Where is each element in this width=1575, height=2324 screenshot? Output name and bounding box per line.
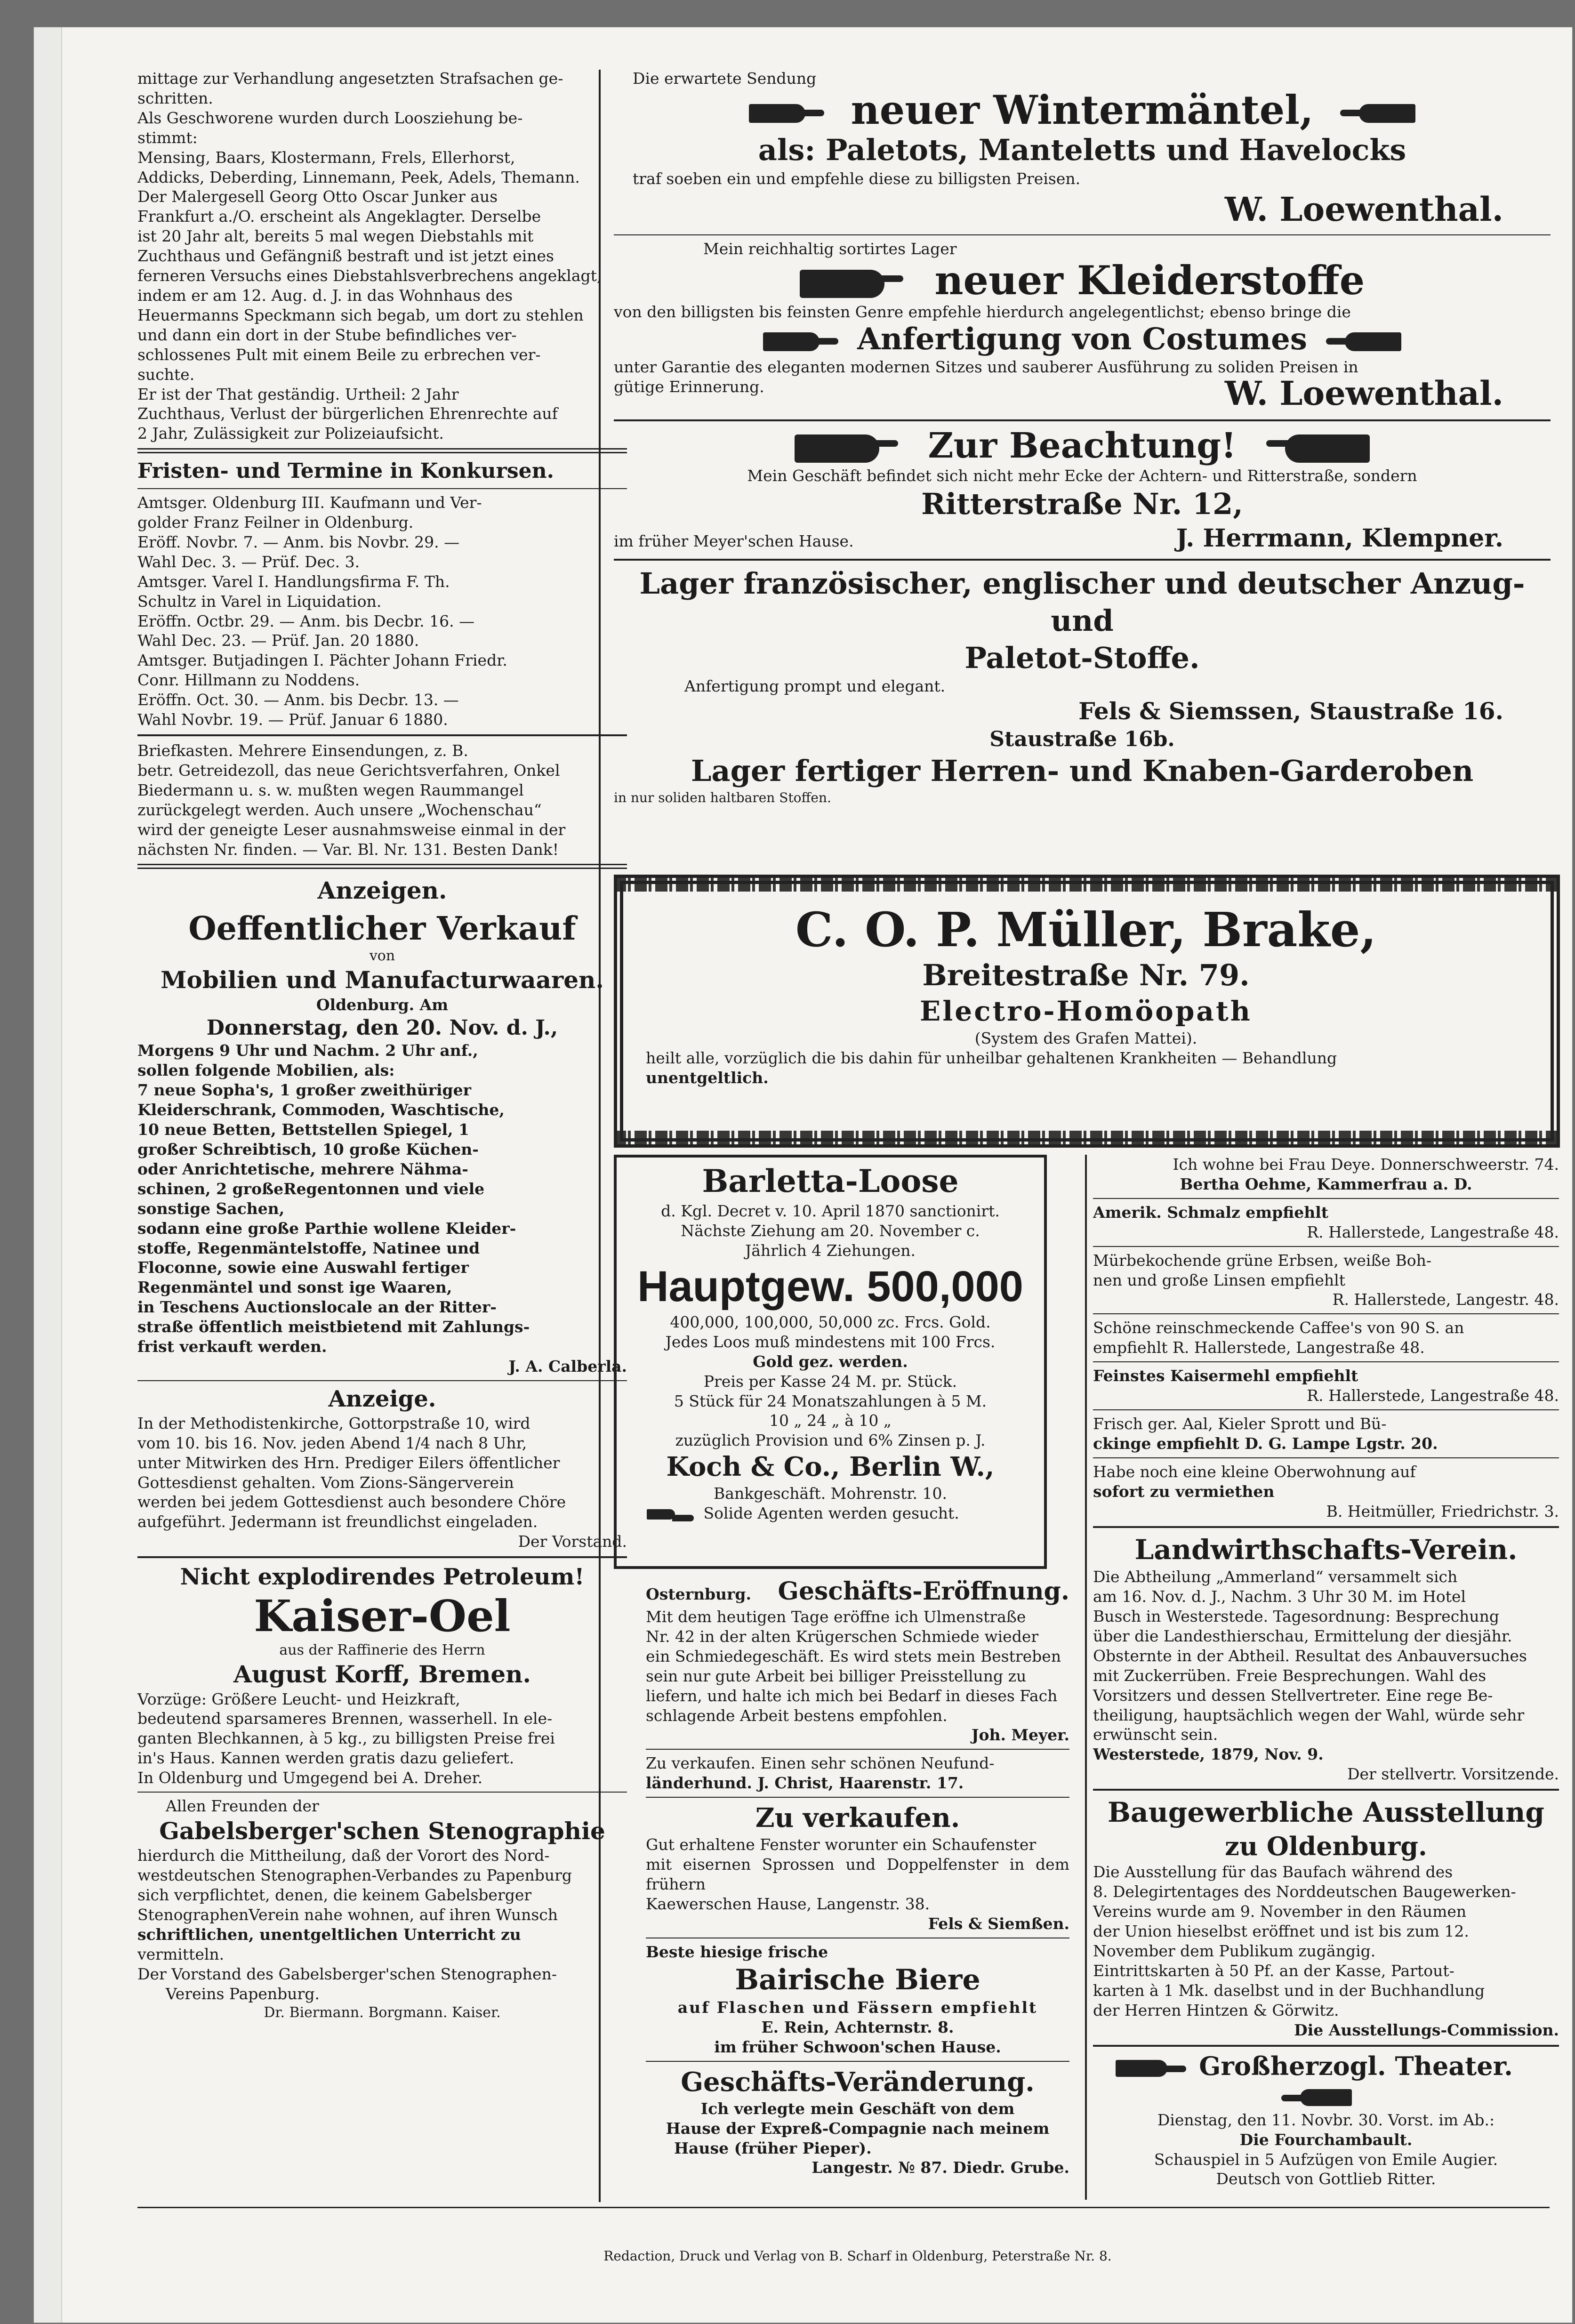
ad-text: Die Abtheilung „Ammerland“ versammelt sich [1093,1568,1458,1586]
pointing-hand-icon [795,434,879,463]
ad-text: Floconne, sowie eine Auswahl fertiger [137,1258,469,1277]
section-divider [1093,1526,1559,1528]
ad-signature: R. Hallerstede, Langestraße 48. [1307,1386,1559,1405]
section-divider [614,234,1551,235]
ad-signature: Der stellvertr. Vorsitzende. [1347,1765,1559,1784]
ad-signature: B. Heitmüller, Friedrichstr. 3. [1326,1502,1559,1520]
pointing-hand-icon [1285,434,1370,463]
ad-text: Deutsch von Gottlieb Ritter. [1216,2170,1436,2188]
text-line: betr. Getreidezoll, das neue Gerichtsverfahren, Onkel [137,761,560,780]
ad-signature: R. Hallerstede, Langestr. 48. [1332,1290,1559,1309]
ad-text: sich verpflichtet, denen, die keinem Gabelsberger [137,1886,532,1905]
ad-text: großer Schreibtisch, 10 große Küchen- [137,1140,479,1158]
ad-text: d. Kgl. Decret v. 10. April 1870 sanctionirt. [661,1201,1000,1220]
ad-text: Jedes Loos muß mindestens mit 100 Frcs. [665,1332,996,1351]
text-line: Wahl Dec. 23. — Prüf. Jan. 20 1880. [137,631,419,650]
divider [1093,1313,1559,1314]
ad-title: Nicht explodirendes Petroleum! [180,1564,585,1591]
text-line: mittage zur Verhandlung angesetzten Strafsachen ge- [137,69,563,88]
ad-subtitle: Anfertigung von Costumes [857,322,1307,357]
ad-headline: Hauptgew. 500,000 [637,1262,1023,1311]
ad-text: Hause (früher Pieper). [674,2139,872,2157]
ad-text: Morgens 9 Uhr und Nachm. 2 Uhr anf., [137,1041,478,1060]
ad-subtitle: Breitestraße Nr. 79. [922,958,1250,992]
ad-text: sofort zu vermiethen [1093,1482,1275,1501]
pointing-hand-icon [800,270,884,298]
briefkasten-section [137,741,627,859]
ad-text: Kleiderschrank, Commoden, Waschtische, [137,1101,505,1119]
ad-signature: Joh. Meyer. [971,1726,1069,1745]
ad-text: nen und große Linsen empfiehlt [1093,1271,1345,1289]
ad-subtitle: Mobilien und Manufacturwaaren. [161,966,604,994]
ad-signature: J. Herrmann, Klempner. [1176,524,1503,553]
anzeigen-heading: Anzeigen. [317,877,447,905]
ad-text: Donnerstag, den 20. Nov. d. J., [206,1015,558,1040]
ad-text: November dem Publikum zugängig. [1093,1941,1376,1960]
ad-title-row [614,426,1551,466]
ad-title: Oeffentlicher Verkauf [188,909,576,948]
ad-text: 10 „ 24 „ à 10 „ [769,1411,892,1430]
text-line: Eröffn. Oct. 30. — Anm. bis Decbr. 13. — [137,691,459,709]
ad-text: werden bei jedem Gottesdienst auch besondere Chöre [137,1493,566,1512]
right-subcolumn [1093,1155,1559,2189]
ad-text: Regenmäntel und sonst ige Waaren, [137,1278,452,1297]
ad-text: Obsternte in der Abtheil. Resultat des Anbauversuches [1093,1646,1527,1665]
divider [1093,1457,1559,1458]
ad-anzug-stoffe [614,565,1551,752]
ad-text: schinen, 2 großeRegentonnen und viele [137,1179,485,1198]
ad-text: Mein Geschäft befindet sich nicht mehr Ecke der Achtern- und Ritterstraße, sondern [747,466,1417,485]
section-divider [137,1792,627,1793]
ad-subtitle: Electro-Homöopath [920,995,1252,1027]
ad-signature: Langestr. № 87. Diedr. Grube. [812,2158,1069,2177]
ad-text: sein nur gute Arbeit bei billiger Preisstellung zu [646,1666,1027,1685]
ad-title: Baugewerbliche Ausstellung [1108,1796,1544,1829]
right-column-top [614,69,1551,806]
ad-text: zuzüglich Provision und 6% Zinsen p. J. [675,1431,986,1450]
ad-kaiser-oel [137,1563,627,1788]
ad-text: der Herren Hintzen & Görwitz. [1093,2001,1339,2019]
ad-text: sodann eine große Parthie wollene Kleider- [137,1219,516,1238]
ad-text: Ich verlegte mein Geschäft von dem [700,2099,1015,2118]
section-divider [137,864,627,869]
ad-text: Amerik. Schmalz empfiehlt [1093,1203,1329,1222]
left-column [137,69,627,2022]
chain-border-bottom [614,1131,1560,1148]
ad-brand: Kaiser-Oel [254,1591,511,1642]
text-line: Briefkasten. Mehrere Einsendungen, z. B. [137,741,468,760]
text-line: nächsten Nr. finden. — Var. Bl. Nr. 131. Besten Dank! [137,840,559,859]
text-line: Zuchthaus, Verlust der bürgerlichen Ehrenrechte auf [137,404,558,423]
ad-text: ckinge empfiehlt D. G. Lampe Lgstr. 20. [1093,1434,1438,1453]
ad-title-row [614,259,1551,302]
court-report [137,69,627,443]
ad-text: 5 Stück für 24 Monatszahlungen à 5 M. [674,1391,987,1410]
konkurs-section [137,458,627,730]
ad-text: Mein reichhaltig sortirtes Lager [703,239,957,258]
ad-title: Lager fertiger Herren- und Knaben-Garderoben [691,753,1474,788]
ad-text: mit eisernen Sprossen und Doppelfenster in dem frühern [646,1855,1069,1894]
ad-signature: Staustraße 16b. [989,727,1175,751]
ad-text: In der Methodistenkirche, Gottorpstraße 10, wird [137,1414,530,1432]
ad-signature: Der Vorstand. [518,1532,627,1551]
ad-text: schlagende Arbeit bestens empfohlen. [646,1706,948,1725]
ad-text: mit Zuckerrüben. Freie Besprechungen. Wahl des [1093,1666,1487,1685]
section-divider [137,1556,627,1558]
ad-mueller [646,903,1526,1088]
section-divider [1093,2045,1559,2047]
ad-text: Gottesdienst gehalten. Vom Zions-Sängerverein [137,1473,514,1492]
ad-title: Paletot-Stoffe. [964,640,1200,675]
text-line: Amtsger. Oldenburg III. Kaufmann und Ver- [137,493,482,512]
text-line: suchte. [137,365,195,384]
ad-text: Eintrittskarten à 50 Pf. an der Kasse, Partout- [1093,1961,1454,1980]
ad-signature: Fels & Siemssen, Staustraße 16. [1078,697,1503,725]
text-line: Als Geschworene wurden durch Loosziehung be- [137,108,523,127]
ad-text: straße öffentlich meistbietend mit Zahlungs- [137,1318,530,1336]
ad-title: Bairische Biere [735,1963,980,1996]
ad-text: westdeutschen Stenographen-Verbandes zu Papenburg [137,1866,572,1885]
ad-title: Gabelsberger'schen Stenographie [159,1817,605,1845]
ad-text: Habe noch eine kleine Oberwohnung auf [1093,1462,1416,1481]
pointing-hand-icon [763,332,820,351]
text-line: stimmt: [137,128,198,147]
ad-text: theiligung, hauptsächlich wegen der Wahl, würde sehr [1093,1705,1525,1724]
section-divider [137,734,627,736]
ad-signature: W. Loewenthal. [1224,374,1503,413]
divider [137,488,627,489]
ad-signature: Die Ausstellungs-Commission. [1294,2020,1559,2039]
text-line: Schultz in Varel in Liquidation. [137,592,382,611]
ad-title: Anzeige. [328,1385,436,1412]
text-line: schritten. [137,88,213,107]
ad-title: Barletta-Loose [702,1163,959,1199]
ad-text: Feinstes Kaisermehl empfiehlt [1093,1367,1358,1385]
ad-title: Großherzogl. Theater. [1199,2051,1513,2081]
ad-text: Hause der Expreß-Compagnie nach meinem [666,2119,1050,2138]
divider [646,1797,1069,1798]
ad-text: Vereins wurde am 9. November in den Räumen [1093,1902,1467,1921]
ad-text: ein Schmiedegeschäft. Es wird stets mein Bestreben [646,1647,1061,1665]
ad-text: Die Ausstellung für das Baufach während des [1093,1863,1453,1882]
text-line: Heuermanns Speckmann sich begab, um dort zu stehlen [137,306,584,324]
ad-text: Die erwartete Sendung [633,69,817,88]
text-line: schlossenes Pult mit einem Beile zu erbrechen ver- [137,345,541,364]
ad-title: Geschäfts-Veränderung. [681,2066,1035,2098]
text-line: Amtsger. Butjadingen I. Pächter Johann Friedr. [137,651,507,670]
text-line: Mensing, Baars, Klostermann, Frels, Ellerhorst, [137,148,515,167]
ad-text: Bankgeschäft. Mohrenstr. 10. [714,1484,947,1503]
ad-title-row [1093,2051,1559,2110]
pointing-hand-icon [1300,2089,1352,2106]
ad-text: schriftlichen, unentgeltlichen Unterricht zu [137,1925,521,1944]
ad-text: Der Vorstand des Gabelsberger'schen Stenographen- [137,1964,557,1983]
ad-text: von den billigsten bis feinsten Genre empfehle hierdurch angelegentlichst; ebenso bringe die [614,303,1351,322]
ad-text: Dienstag, den 11. Novbr. 30. Vorst. im Ab.: [1157,2110,1495,2129]
text-line: indem er am 12. Aug. d. J. in das Wohnhaus des [137,286,513,305]
ad-text: in nur soliden haltbaren Stoffen. [614,790,831,806]
ad-title: Geschäfts-Eröffnung. [778,1577,1069,1606]
ad-text: auf Flaschen und Fässern empfiehlt [677,1998,1038,2017]
ad-text: vermitteln. [137,1945,225,1963]
ad-signature: J. A. Calberla. [508,1357,627,1375]
ad-signature: W. Loewenthal. [1224,189,1503,229]
ad-wintermaentel [614,69,1551,231]
ad-signature: Westerstede, 1879, Nov. 9. [1093,1745,1324,1764]
text-line: wird der geneigte Leser ausnahmsweise einmal in der [137,820,566,839]
ad-text: 10 neue Betten, Bettstellen Spiegel, 1 [137,1120,469,1139]
text-line: Wahl Dec. 3. — Prüf. Dec. 3. [137,552,360,571]
ad-text: erwünscht sein. [1093,1725,1218,1744]
ad-text: Mit dem heutigen Tage eröffne ich Ulmenstraße [646,1608,1026,1626]
divider [1093,1409,1559,1410]
ad-subtitle: Ritterstraße Nr. 12, [921,487,1243,522]
ad-text: Nächste Ziehung am 20. November c. [681,1221,980,1240]
ad-text: Beste hiesige frische [646,1942,828,1961]
ad-text: am 16. Nov. d. J., Nachm. 3 Uhr 30 M. im Hotel [1093,1587,1466,1606]
ad-signature: Dr. Biermann. Borgmann. Kaiser. [264,2004,501,2021]
ad-text: unter Garantie des eleganten modernen Sitzes und sauberer Ausführung zu soliden Preisen in [614,357,1358,376]
ad-text: Gut erhaltene Fenster worunter ein Schaufenster [646,1835,1037,1854]
ad-text: liefern, und halte ich mich bei Bedarf in dieses Fach [646,1686,1058,1705]
ad-text: unentgeltlich. [646,1069,769,1087]
section-divider [614,559,1551,561]
ad-text: im früher Schwoon'schen Hause. [714,2037,1001,2056]
text-line: Addicks, Deberding, Linnemann, Peek, Adels, Themann. [137,168,580,186]
text-line: Der Malergesell Georg Otto Oscar Junker aus [137,187,498,206]
footer-rule [137,2207,1550,2208]
section-divider [137,1380,627,1381]
ad-text: gütige Erinnerung. [614,377,764,396]
ad-text: sollen folgende Mobilien, als: [137,1061,395,1080]
ad-text: Vereins Papenburg. [166,1984,320,2003]
ad-text: Nr. 42 in der alten Krügerschen Schmiede wieder [646,1627,1039,1646]
pointing-hand-icon [749,104,805,123]
chain-border-top [614,875,1560,892]
ad-text: Solide Agenten werden gesucht. [703,1504,959,1523]
ad-text: 400,000, 100,000, 50,000 zc. Frcs. Gold. [670,1312,991,1331]
ad-text: im früher Meyer'schen Hause. [614,532,854,551]
ad-text: frist verkauft werden. [137,1337,327,1356]
text-line: ferneren Versuchs eines Diebstahlsverbrechens angeklagt, [137,266,602,285]
ad-text: bedeutend sparsameres Brennen, wasserhell. In ele- [137,1709,553,1728]
ad-text: Jährlich 4 Ziehungen. [745,1241,916,1260]
ad-title: neuer Kleiderstoffe [934,257,1365,304]
ad-anzeige [137,1385,627,1552]
ad-text: aufgeführt. Jedermann ist freundlichst eingeladen. [137,1512,538,1531]
ad-text: empfiehlt R. Hallerstede, Langestraße 48. [1093,1338,1425,1357]
ad-text: vom 10. bis 16. Nov. jeden Abend 1/4 nach 8 Uhr, [137,1433,527,1452]
text-line: und dann ein dort in der Stube befindliches ver- [137,325,517,344]
ad-title: neuer Wintermäntel, [851,86,1314,133]
divider [646,1749,1069,1750]
ad-text: von [369,948,395,965]
ad-text: karten à 1 Mk. daselbst und in der Buchhandlung [1093,1981,1485,2000]
ad-text: Schöne reinschmeckende Caffee's von 90 S. an [1093,1319,1464,1337]
ad-text: traf soeben ein und empfehle diese zu billigsten Preisen. [633,169,1081,188]
ad-beachtung [614,426,1551,554]
ad-text: Zu verkaufen. Einen sehr schönen Neufund- [646,1754,995,1773]
ad-text: Die Fourchambault. [1239,2130,1413,2149]
ad-text-row [628,1504,1033,1523]
pointing-hand-icon [1116,2060,1167,2077]
ad-title: Lager französischer, englischer und deutscher Anzug- und [639,566,1525,638]
ad-title: Zur Beachtung! [928,426,1237,466]
text-line: Frankfurt a./O. erscheint als Angeklagter. Derselbe [137,207,541,226]
pointing-hand-icon [647,1509,675,1520]
ad-kleiderstoffe [614,239,1551,415]
ad-text: aus der Raffinerie des Herrn [279,1641,485,1658]
divider [1093,1198,1559,1199]
ad-text: in Teschens Auctionslocale an der Ritter- [137,1298,497,1317]
imprint-footer: Redaction, Druck und Verlag von B. Scharf in Oldenburg, Peterstraße Nr. 8. [603,2248,1112,2264]
ad-title-row [614,88,1551,132]
ad-title: Landwirthschafts-Verein. [1134,1533,1518,1566]
ad-oeffentlicher-verkauf [137,910,627,1376]
text-line: golder Franz Feilner in Oldenburg. [137,513,414,531]
ad-text: ganten Blechkannen, à 5 kg., zu billigsten Preise frei [137,1729,555,1748]
subcolumn-divider [1085,1155,1087,2200]
pointing-hand-icon [1345,332,1401,351]
ad-text: Gold gez. werden. [753,1352,908,1371]
ad-title: C. O. P. Müller, Brake, [795,902,1377,957]
ad-text: länderhund. J. Christ, Haarenstr. 17. [646,1774,964,1793]
text-line: Zuchthaus und Gefängniß bestraft und ist jetzt eines [137,247,554,265]
ad-signature: Fels & Siemßen. [928,1914,1069,1933]
ad-footer-row [614,523,1551,554]
section-divider [1093,1789,1559,1791]
ad-barletta [628,1162,1033,1523]
ad-text: Anfertigung prompt und elegant. [684,677,946,696]
pointing-hand-icon [1359,104,1415,123]
ad-title-row [614,322,1551,357]
ad-text: Preis per Kasse 24 M. pr. Stück. [703,1372,957,1391]
ad-signature: R. Hallerstede, Langestraße 48. [1307,1222,1559,1241]
divider [1093,1246,1559,1247]
text-line: Conr. Hillmann zu Noddens. [137,671,360,690]
divider [646,2061,1069,2062]
divider [1093,1361,1559,1362]
ad-garderoben [614,753,1551,806]
ad-text: 7 neue Sopha's, 1 großer zweithüriger [137,1081,472,1100]
ad-text: StenographenVerein nahe wohnen, auf ihren Wunsch [137,1906,558,1924]
text-line: Eröff. Novbr. 7. — Anm. bis Novbr. 29. — [137,532,460,551]
section-divider [614,419,1551,421]
ad-text: (System des Grafen Mattei). [974,1029,1197,1048]
ad-text: In Oldenburg und Umgegend bei A. Dreher. [137,1769,483,1787]
ad-text: hierdurch die Mittheilung, daß der Vorort des Nord- [137,1846,550,1865]
ad-subtitle: August Korff, Bremen. [233,1660,531,1689]
ad-text: Schauspiel in 5 Aufzügen von Emile Augier. [1154,2150,1498,2169]
ad-stenographie [137,1796,627,2022]
ad-subtitle: als: Paletots, Manteletts und Havelocks [758,133,1406,168]
ad-text: stoffe, Regenmäntelstoffe, Natinee und [137,1238,480,1257]
text-line: ist 20 Jahr alt, bereits 5 mal wegen Diebstahls mit [137,227,534,246]
ad-signature: Koch & Co., Berlin W., [666,1451,995,1483]
ad-text: E. Rein, Achternstr. 8. [761,2018,954,2036]
text-line: Er ist der That geständig. Urtheil: 2 Jahr [137,385,459,403]
ad-text: Osternburg. [646,1585,751,1603]
ad-text: Allen Freunden der [166,1797,319,1816]
ad-text: Kaewerschen Hause, Langenstr. 38. [646,1895,930,1914]
ad-text: sonstige Sachen, [137,1199,285,1218]
ad-signature: Bertha Oehme, Kammerfrau a. D. [1180,1174,1472,1193]
section-title: Fristen- und Termine in Konkursen. [137,459,554,483]
ad-text: der Union hieselbst eröffnet und ist bis zum 12. [1093,1922,1469,1941]
text-line: Amtsger. Varel I. Handlungsfirma F. Th. [137,572,450,591]
text-line: Biedermann u. s. w. mußten wegen Raummangel [137,780,524,799]
left-subcolumn [646,1576,1069,2178]
ad-text: 8. Delegirtentages des Norddeutschen Baugewerken- [1093,1882,1516,1901]
text-line: Wahl Novbr. 19. — Prüf. Januar 6 1880. [137,710,448,729]
text-line: zurückgelegt werden. Auch unsere „Wochenschau“ [137,800,542,819]
ad-title: Zu verkaufen. [755,1802,960,1834]
text-line: Eröffn. Octbr. 29. — Anm. bis Decbr. 16. — [137,611,475,630]
ad-text: unter Mitwirken des Hrn. Prediger Eilers öffentlicher [137,1453,560,1472]
ad-title: zu Oldenburg. [1225,1831,1427,1861]
ad-text: Busch in Westerstede. Tagesordnung: Besprechung [1093,1607,1500,1625]
ad-text: Ich wohne bei Frau Deye. Donnerschweerstr. 74. [1173,1155,1559,1174]
ad-text: Mürbekochende grüne Erbsen, weiße Boh- [1093,1251,1432,1270]
ad-text: Frisch ger. Aal, Kieler Sprott und Bü- [1093,1414,1387,1433]
ad-text: Vorsitzers und dessen Stellvertreter. Eine rege Be- [1093,1686,1493,1705]
ad-text: Vorzüge: Größere Leucht- und Heizkraft, [137,1689,460,1708]
ad-text: Oldenburg. Am [316,995,449,1014]
ad-text: heilt alle, vorzüglich die bis dahin für unheilbar gehaltenen Krankheiten — Behandlung [646,1049,1337,1068]
section-divider [137,448,627,453]
text-line: 2 Jahr, Zulässigkeit zur Polizeiaufsicht. [137,424,444,443]
newspaper-page [34,27,1572,2323]
ad-text: oder Anrichtetische, mehrere Nähma- [137,1159,468,1178]
ad-title-row [646,1576,1069,1607]
page-binding-edge [34,27,62,2323]
ad-text: in's Haus. Kannen werden gratis dazu geliefert. [137,1749,514,1768]
ad-text: über die Landesthierschau, Ermittelung der diesjähr. [1093,1626,1512,1645]
